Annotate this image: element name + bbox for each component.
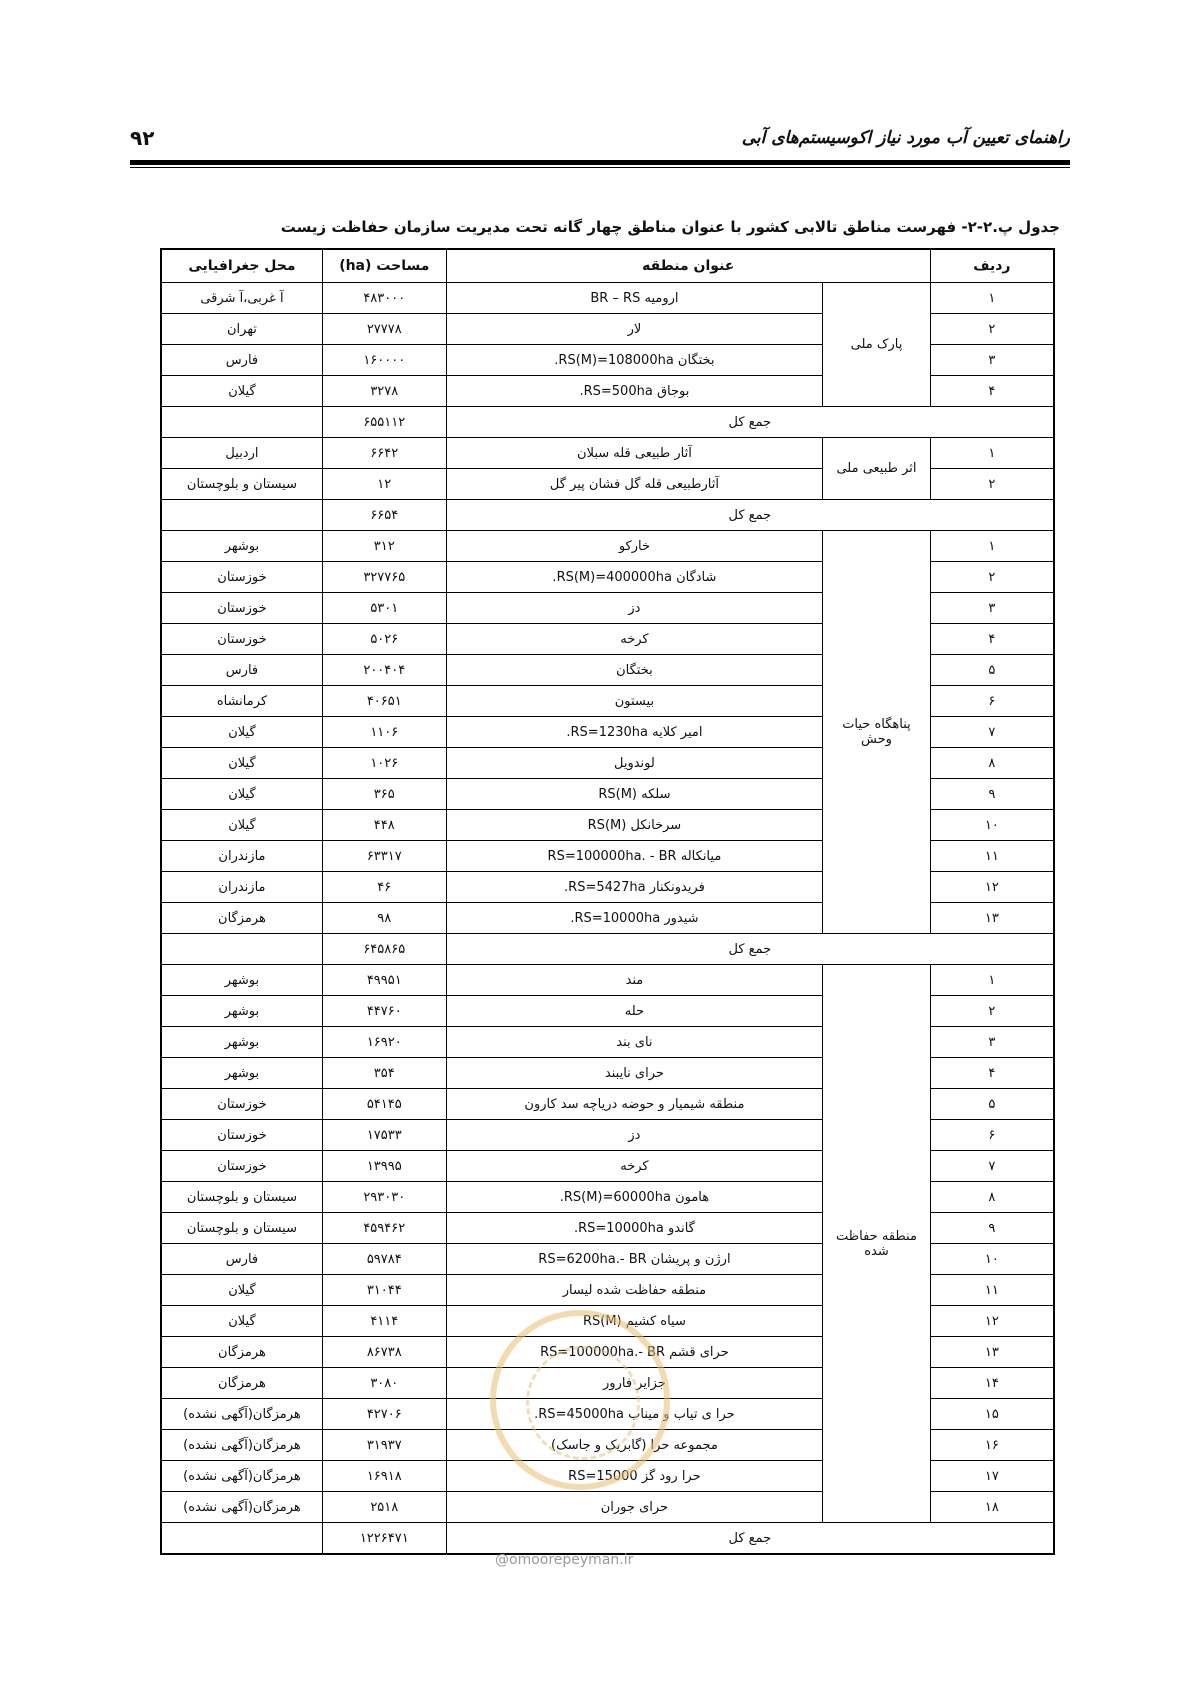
row-number-cell: ۱۱ — [930, 841, 1054, 872]
area-cell: ۳۱۲ — [322, 531, 446, 562]
region-name-cell: کرخه — [446, 624, 823, 655]
row-number-cell: ۴ — [930, 1058, 1054, 1089]
location-cell: هرمزگان(آگهی نشده) — [161, 1430, 322, 1461]
area-cell: ۳۰۸۰ — [322, 1368, 446, 1399]
total-label-cell: جمع کل — [446, 407, 1054, 438]
row-number-cell: ۱ — [930, 531, 1054, 562]
location-cell: بوشهر — [161, 965, 322, 996]
region-name-cell: بختگان RS(M)=108000ha. — [446, 345, 823, 376]
total-label-cell: جمع کل — [446, 934, 1054, 965]
region-name-cell: آثارطبیعی قله گل فشان پیر گل — [446, 469, 823, 500]
total-area-cell: ۶۵۵۱۱۲ — [322, 407, 446, 438]
region-name-cell: بیستون — [446, 686, 823, 717]
area-cell: ۱۰۲۶ — [322, 748, 446, 779]
area-cell: ۵۳۰۱ — [322, 593, 446, 624]
row-number-cell: ۸ — [930, 748, 1054, 779]
row-number-cell: ۱۳ — [930, 903, 1054, 934]
location-cell: بوشهر — [161, 1058, 322, 1089]
total-location-cell — [161, 1523, 322, 1555]
location-cell: فارس — [161, 345, 322, 376]
region-name-cell: فریدونکنار RS=5427ha. — [446, 872, 823, 903]
location-cell: فارس — [161, 1244, 322, 1275]
total-location-cell — [161, 500, 322, 531]
category-cell: منطقه حفاظت شده — [823, 965, 931, 1523]
region-name-cell: کرخه — [446, 1151, 823, 1182]
row-number-cell: ۱۴ — [930, 1368, 1054, 1399]
area-cell: ۵۰۲۶ — [322, 624, 446, 655]
area-cell: ۱۶۹۱۸ — [322, 1461, 446, 1492]
region-name-cell: منطقه شیمیار و حوضه دریاچه سد کارون — [446, 1089, 823, 1120]
region-name-cell: بوجاق RS=500ha. — [446, 376, 823, 407]
area-cell: ۶۳۳۱۷ — [322, 841, 446, 872]
location-cell: هرمزگان — [161, 1337, 322, 1368]
header-location: محل جغرافیایی — [161, 249, 322, 283]
location-cell: گیلان — [161, 810, 322, 841]
area-cell: ۲۰۰۴۰۴ — [322, 655, 446, 686]
location-cell: خوزستان — [161, 1120, 322, 1151]
region-name-cell: ارژن و پریشان RS=6200ha.- BR — [446, 1244, 823, 1275]
row-number-cell: ۷ — [930, 717, 1054, 748]
area-cell: ۱۱۰۶ — [322, 717, 446, 748]
row-number-cell: ۱ — [930, 965, 1054, 996]
area-cell: ۱۶۹۲۰ — [322, 1027, 446, 1058]
area-cell: ۸۶۷۳۸ — [322, 1337, 446, 1368]
location-cell: اردبیل — [161, 438, 322, 469]
page-header — [130, 118, 1070, 154]
region-name-cell: لار — [446, 314, 823, 345]
location-cell: خوزستان — [161, 1089, 322, 1120]
location-cell: هرمزگان — [161, 903, 322, 934]
region-name-cell: شادگان RS(M)=400000ha. — [446, 562, 823, 593]
region-name-cell: ارومیه BR – RS — [446, 283, 823, 314]
region-name-cell: حرای قشم RS=100000ha.- BR — [446, 1337, 823, 1368]
area-cell: ۶۶۴۲ — [322, 438, 446, 469]
region-name-cell: مجموعه حرا (گابریک و جاسک) — [446, 1430, 823, 1461]
total-area-cell: ۶۴۵۸۶۵ — [322, 934, 446, 965]
area-cell: ۲۹۳۰۳۰ — [322, 1182, 446, 1213]
header-row-number: ردیف — [930, 249, 1054, 283]
location-cell: گیلان — [161, 1275, 322, 1306]
row-number-cell: ۱۱ — [930, 1275, 1054, 1306]
area-cell: ۴۶ — [322, 872, 446, 903]
row-number-cell: ۱۷ — [930, 1461, 1054, 1492]
category-cell: اثر طبیعی ملی — [823, 438, 931, 500]
row-number-cell: ۱۸ — [930, 1492, 1054, 1523]
location-cell: مازندران — [161, 841, 322, 872]
area-cell: ۳۵۴ — [322, 1058, 446, 1089]
area-cell: ۳۲۷۷۶۵ — [322, 562, 446, 593]
area-cell: ۴۱۱۴ — [322, 1306, 446, 1337]
area-cell: ۲۵۱۸ — [322, 1492, 446, 1523]
row-number-cell: ۳ — [930, 345, 1054, 376]
region-name-cell: امیر کلایه RS=1230ha. — [446, 717, 823, 748]
category-cell: پناهگاه حیات وحش — [823, 531, 931, 934]
region-name-cell: خارکو — [446, 531, 823, 562]
location-cell: بوشهر — [161, 1027, 322, 1058]
region-name-cell: نای بند — [446, 1027, 823, 1058]
wetlands-table — [160, 248, 1055, 1555]
table-header-row — [161, 249, 1054, 283]
location-cell: آ غربی،آ شرقی — [161, 283, 322, 314]
total-row — [161, 1523, 1054, 1555]
header-rule-thin — [130, 167, 1070, 168]
location-cell: سیستان و بلوچستان — [161, 469, 322, 500]
area-cell: ۴۴۷۶۰ — [322, 996, 446, 1027]
area-cell: ۴۴۸ — [322, 810, 446, 841]
total-location-cell — [161, 407, 322, 438]
header-region-title: عنوان منطقه — [446, 249, 930, 283]
area-cell: ۱۲ — [322, 469, 446, 500]
total-row — [161, 500, 1054, 531]
total-area-cell: ۱۲۲۶۴۷۱ — [322, 1523, 446, 1555]
location-cell: کرمانشاه — [161, 686, 322, 717]
category-cell: پارک ملی — [823, 283, 931, 407]
region-name-cell: سیاه کشیم RS(M) — [446, 1306, 823, 1337]
total-location-cell — [161, 934, 322, 965]
location-cell: گیلان — [161, 779, 322, 810]
region-name-cell: دز — [446, 1120, 823, 1151]
area-cell: ۳۱۹۳۷ — [322, 1430, 446, 1461]
region-name-cell: بختگان — [446, 655, 823, 686]
row-number-cell: ۱۰ — [930, 810, 1054, 841]
location-cell: گیلان — [161, 376, 322, 407]
row-number-cell: ۳ — [930, 1027, 1054, 1058]
location-cell: خوزستان — [161, 624, 322, 655]
region-name-cell: حرای جوران — [446, 1492, 823, 1523]
row-number-cell: ۲ — [930, 469, 1054, 500]
area-cell: ۴۹۹۵۱ — [322, 965, 446, 996]
location-cell: سیستان و بلوچستان — [161, 1182, 322, 1213]
running-title: راهنمای تعیین آب مورد نیاز اکوسیستم‌های آبی — [741, 128, 1070, 148]
row-number-cell: ۸ — [930, 1182, 1054, 1213]
location-cell: گیلان — [161, 717, 322, 748]
total-row — [161, 407, 1054, 438]
row-number-cell: ۹ — [930, 1213, 1054, 1244]
row-number-cell: ۵ — [930, 655, 1054, 686]
row-number-cell: ۲ — [930, 996, 1054, 1027]
row-number-cell: ۷ — [930, 1151, 1054, 1182]
row-number-cell: ۱۳ — [930, 1337, 1054, 1368]
row-number-cell: ۴ — [930, 376, 1054, 407]
region-name-cell: حله — [446, 996, 823, 1027]
table-caption: جدول پ.۲-۲- فهرست مناطق تالابی کشور با عنوان مناطق چهار گانه تحت مدیریت سازمان حفاظت زیست — [280, 218, 1060, 236]
region-name-cell: حرا رود گز RS=15000 — [446, 1461, 823, 1492]
area-cell: ۴۸۳۰۰۰ — [322, 283, 446, 314]
row-number-cell: ۹ — [930, 779, 1054, 810]
row-number-cell: ۱۲ — [930, 1306, 1054, 1337]
area-cell: ۳۱۰۴۴ — [322, 1275, 446, 1306]
location-cell: خوزستان — [161, 593, 322, 624]
header-rule-thick — [130, 160, 1070, 165]
page-number: ۹۲ — [130, 126, 155, 150]
row-number-cell: ۲ — [930, 314, 1054, 345]
region-name-cell: حرای نایبند — [446, 1058, 823, 1089]
region-name-cell: شیدور RS=10000ha. — [446, 903, 823, 934]
location-cell: بوشهر — [161, 531, 322, 562]
region-name-cell: آثار طبیعی قله سبلان — [446, 438, 823, 469]
location-cell: بوشهر — [161, 996, 322, 1027]
area-cell: ۳۶۵ — [322, 779, 446, 810]
region-name-cell: منطقه حفاظت شده لیسار — [446, 1275, 823, 1306]
location-cell: هرمزگان(آگهی نشده) — [161, 1492, 322, 1523]
row-number-cell: ۱ — [930, 438, 1054, 469]
location-cell: گیلان — [161, 748, 322, 779]
total-label-cell: جمع کل — [446, 1523, 1054, 1555]
region-name-cell: گاندو RS=10000ha. — [446, 1213, 823, 1244]
region-name-cell: دز — [446, 593, 823, 624]
location-cell: هرمزگان — [161, 1368, 322, 1399]
area-cell: ۱۷۵۳۳ — [322, 1120, 446, 1151]
row-number-cell: ۳ — [930, 593, 1054, 624]
region-name-cell: سرخانکل RS(M) — [446, 810, 823, 841]
table-row — [161, 965, 1054, 996]
row-number-cell: ۱۶ — [930, 1430, 1054, 1461]
row-number-cell: ۶ — [930, 1120, 1054, 1151]
location-cell: فارس — [161, 655, 322, 686]
area-cell: ۱۶۰۰۰۰ — [322, 345, 446, 376]
row-number-cell: ۴ — [930, 624, 1054, 655]
table-row — [161, 283, 1054, 314]
row-number-cell: ۱۲ — [930, 872, 1054, 903]
area-cell: ۵۴۱۴۵ — [322, 1089, 446, 1120]
total-row — [161, 934, 1054, 965]
location-cell: خوزستان — [161, 1151, 322, 1182]
table-row — [161, 531, 1054, 562]
area-cell: ۵۹۷۸۴ — [322, 1244, 446, 1275]
table-row — [161, 438, 1054, 469]
row-number-cell: ۵ — [930, 1089, 1054, 1120]
row-number-cell: ۶ — [930, 686, 1054, 717]
region-name-cell: لوندویل — [446, 748, 823, 779]
region-name-cell: مند — [446, 965, 823, 996]
area-cell: ۴۰۶۵۱ — [322, 686, 446, 717]
location-cell: تهران — [161, 314, 322, 345]
area-cell: ۴۲۷۰۶ — [322, 1399, 446, 1430]
row-number-cell: ۱۵ — [930, 1399, 1054, 1430]
location-cell: سیستان و بلوچستان — [161, 1213, 322, 1244]
area-cell: ۴۵۹۴۶۲ — [322, 1213, 446, 1244]
row-number-cell: ۱۰ — [930, 1244, 1054, 1275]
location-cell: گیلان — [161, 1306, 322, 1337]
region-name-cell: سلکه RS(M) — [446, 779, 823, 810]
region-name-cell: حرا ی تیاب و میناب RS=45000ha. — [446, 1399, 823, 1430]
total-area-cell: ۶۶۵۴ — [322, 500, 446, 531]
area-cell: ۱۳۹۹۵ — [322, 1151, 446, 1182]
row-number-cell: ۱ — [930, 283, 1054, 314]
location-cell: هرمزگان(آگهی نشده) — [161, 1461, 322, 1492]
area-cell: ۳۲۷۸ — [322, 376, 446, 407]
table-body — [161, 283, 1054, 1555]
area-cell: ۹۸ — [322, 903, 446, 934]
total-label-cell: جمع کل — [446, 500, 1054, 531]
site-watermark: @omoorepeyman.ir — [495, 1552, 634, 1568]
region-name-cell: میانکاله RS=100000ha. - BR — [446, 841, 823, 872]
location-cell: هرمزگان(آگهی نشده) — [161, 1399, 322, 1430]
header-area: مساحت (ha) — [322, 249, 446, 283]
region-name-cell: جزایر فارور — [446, 1368, 823, 1399]
area-cell: ۲۷۷۷۸ — [322, 314, 446, 345]
region-name-cell: هامون RS(M)=60000ha. — [446, 1182, 823, 1213]
row-number-cell: ۲ — [930, 562, 1054, 593]
location-cell: مازندران — [161, 872, 322, 903]
location-cell: خوزستان — [161, 562, 322, 593]
